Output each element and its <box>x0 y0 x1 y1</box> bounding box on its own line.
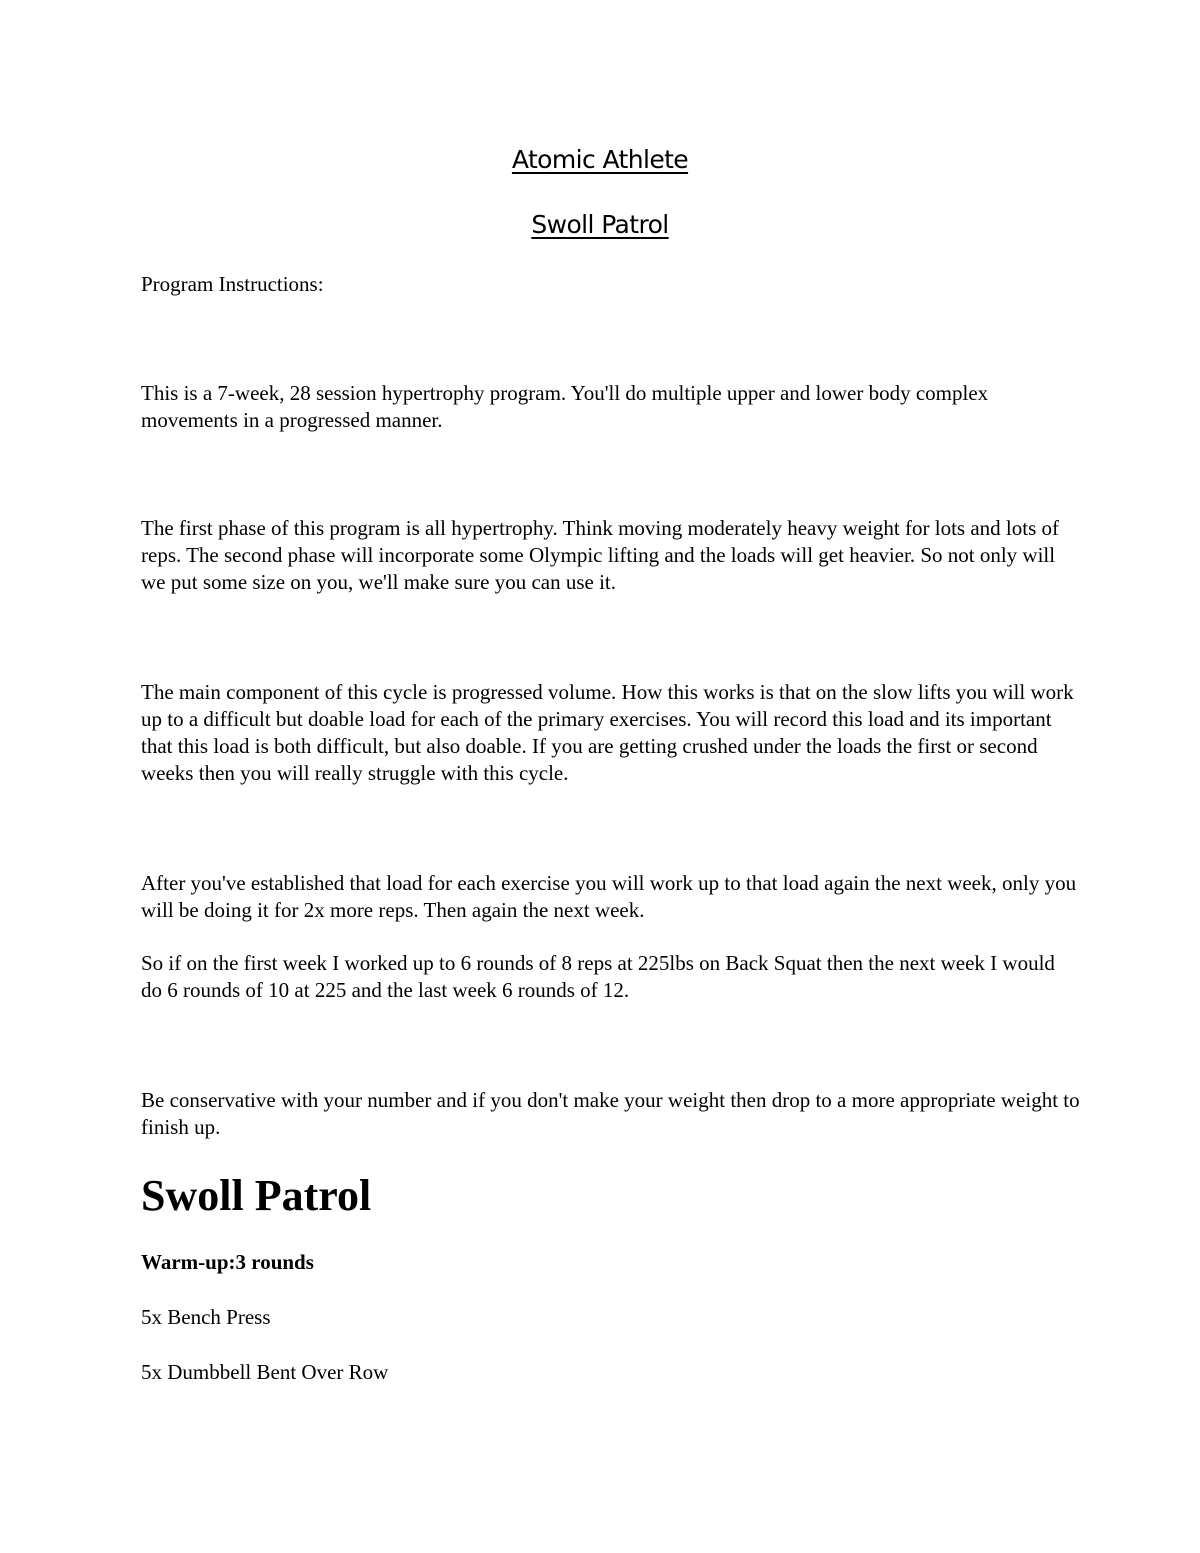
program-heading: Swoll Patrol <box>141 1171 372 1220</box>
exercise-item: 5x Bench Press <box>141 1305 271 1329</box>
document-title: Atomic Athlete <box>511 145 689 174</box>
instructions-paragraph: This is a 7-week, 28 session hypertrophy program. You'll do multiple upper and lower body complex movements in a progressed manner. <box>141 381 989 432</box>
instructions-paragraph: Be conservative with your number and if you don't make your weight then drop to a more appropriate weight to finish up. <box>141 1088 1080 1139</box>
instructions-paragraph: So if on the first week I worked up to 6 rounds of 8 reps at 225lbs on Back Squat then the next week I would do 6 rounds of 10 at 225 and the last week 6 rounds of 12. <box>141 951 1055 1002</box>
instructions-label: Program Instructions: <box>141 272 324 296</box>
instructions-paragraph: The first phase of this program is all hypertrophy. Think moving moderately heavy weight for lots and lots of reps. The second phase will incorporate some Olympic lifting and the loads will get heavier. So not only will we put some size on you, we'll make sure you can use it. <box>141 516 1059 594</box>
instructions-paragraph: After you've established that load for each exercise you will work up to that load again the next week, only you will be doing it for 2x more reps. Then again the next week. <box>141 871 1077 922</box>
warmup-heading: Warm-up:3 rounds <box>141 1250 314 1274</box>
exercise-item: 5x Dumbbell Bent Over Row <box>141 1360 389 1384</box>
instructions-paragraph: The main component of this cycle is progressed volume. How this works is that on the slow lifts you will work up to a difficult but doable load for each of the primary exercises. You will record this load and its important that this load is both difficult, but also doable. If you are getting crushed under the loads the first or second weeks then you will really struggle with this cycle. <box>141 680 1074 785</box>
document-subtitle: Swoll Patrol <box>531 210 669 239</box>
